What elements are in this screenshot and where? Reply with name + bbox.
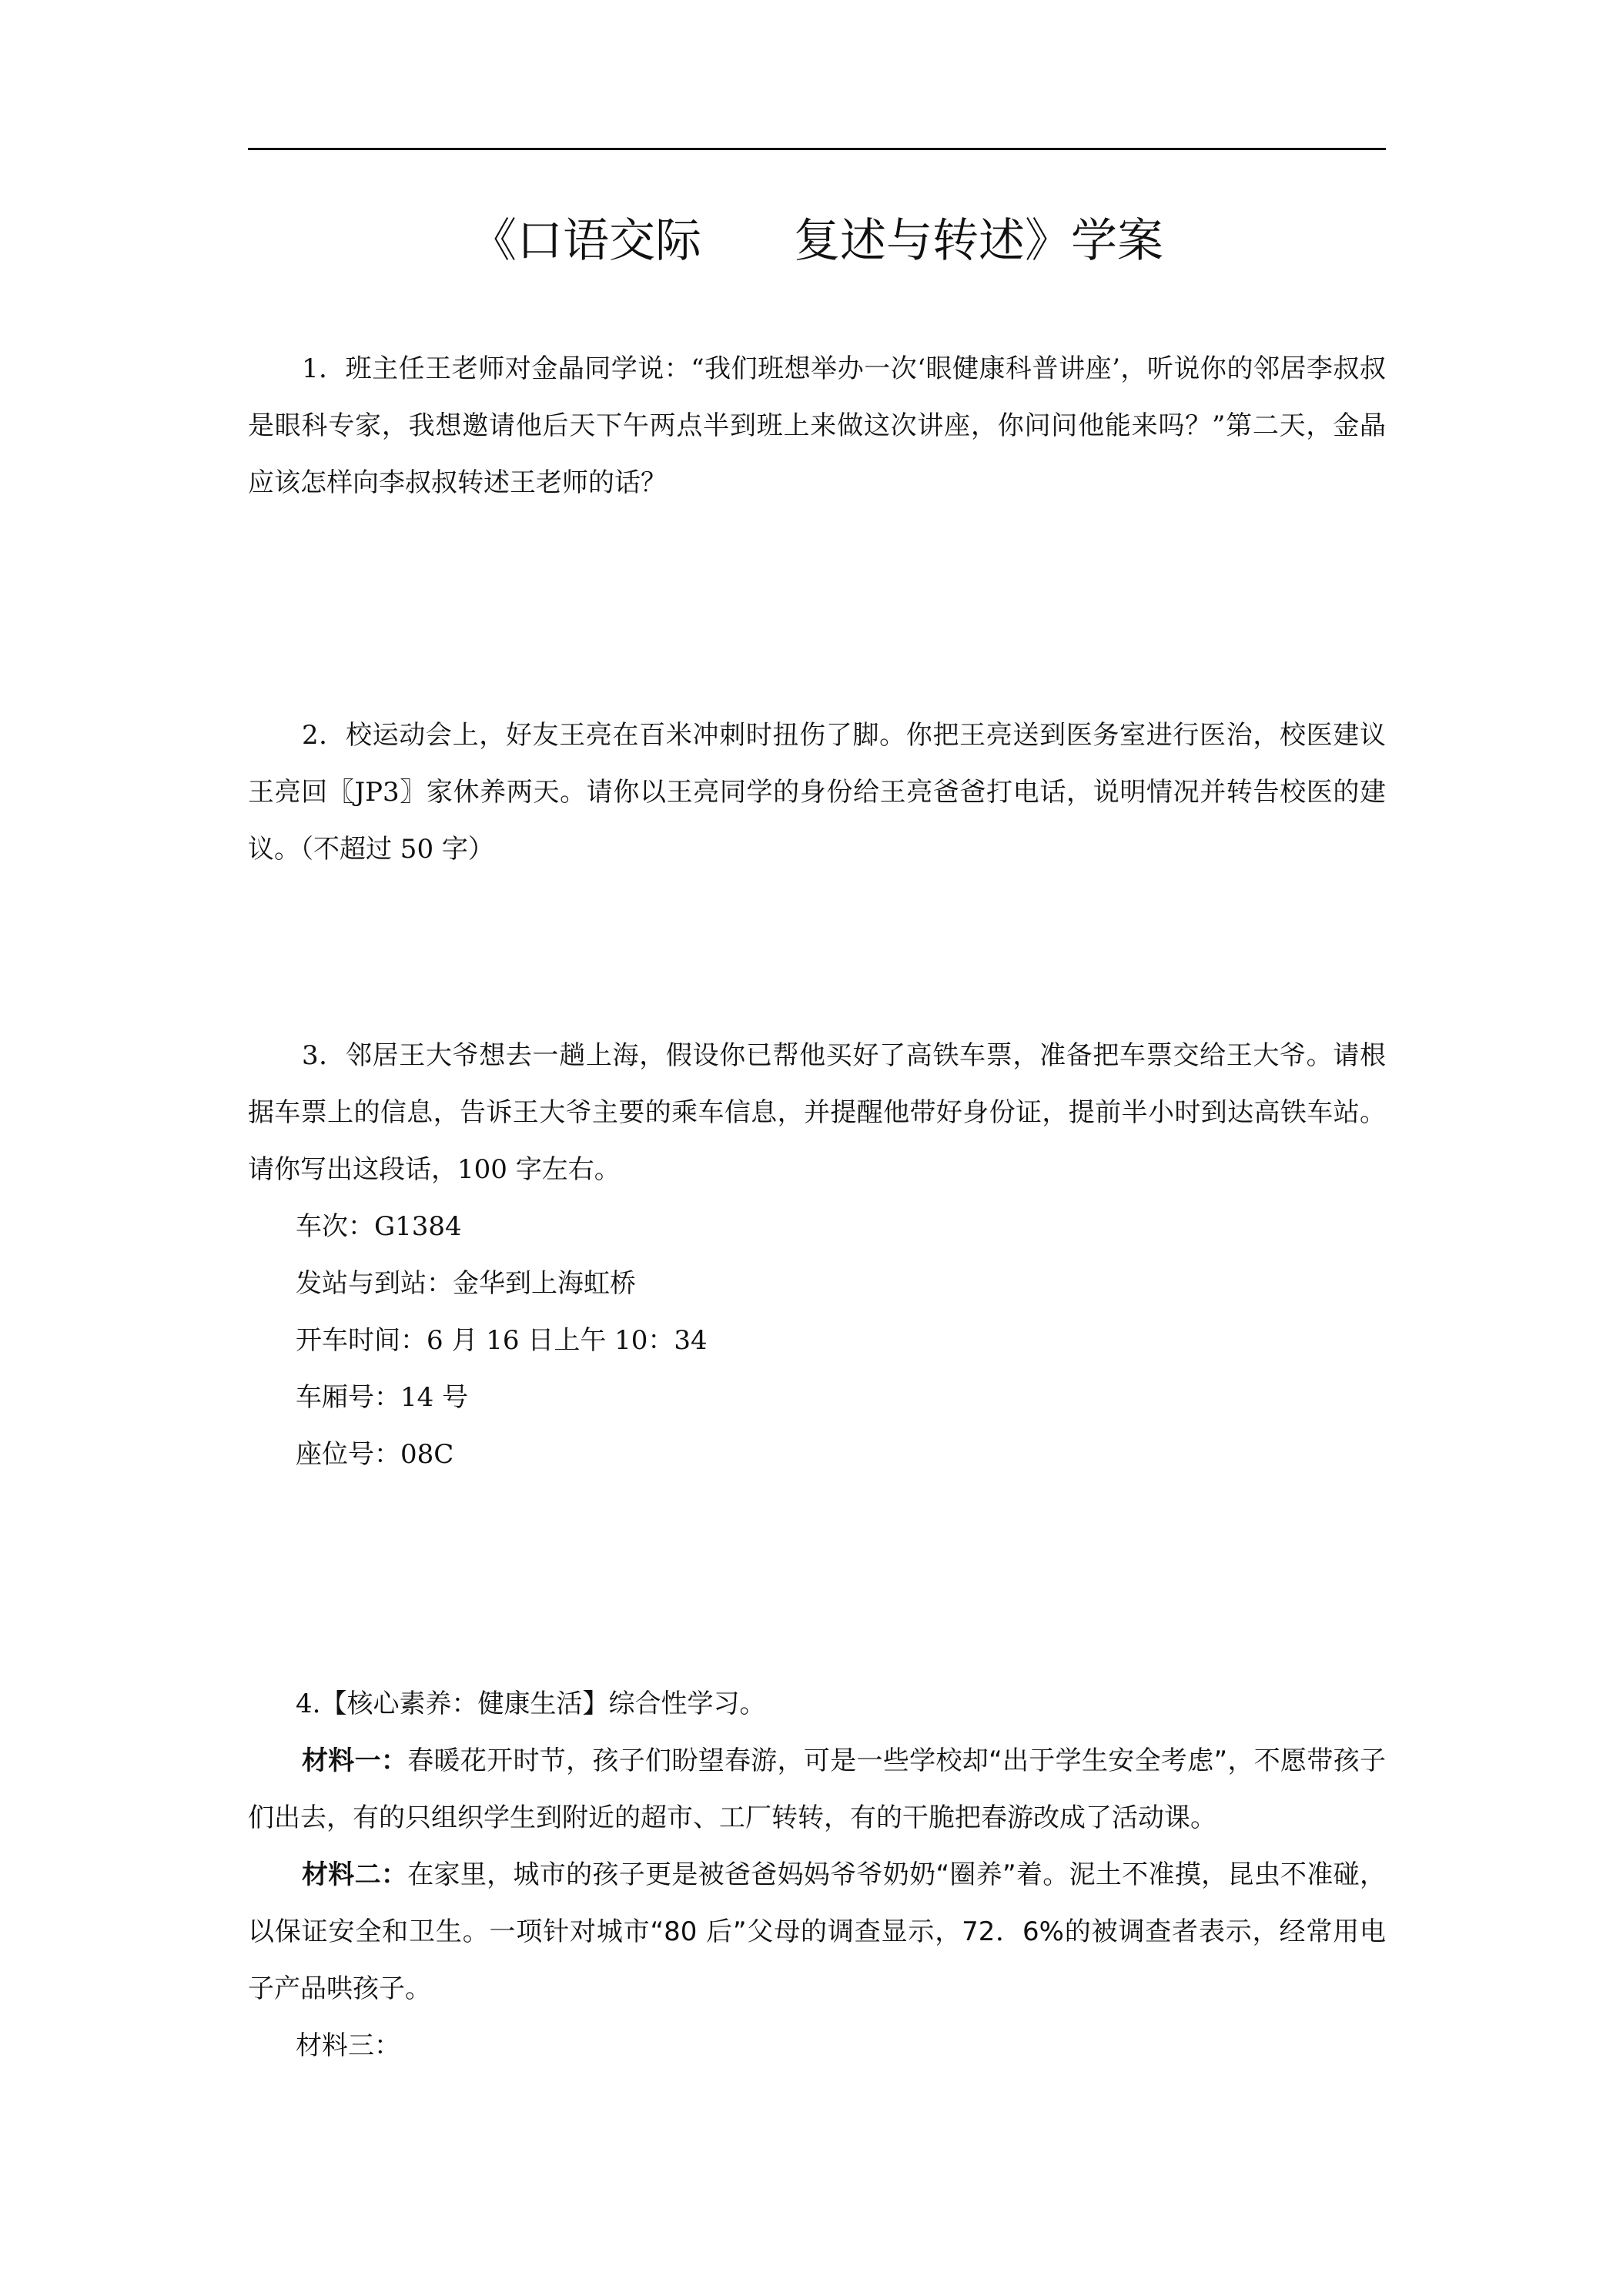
material-2-label: 材料二： xyxy=(302,1859,408,1890)
material-1-label: 材料一： xyxy=(302,1745,408,1776)
ticket-seat: 座位号：08C xyxy=(296,1439,454,1470)
header-rule xyxy=(248,148,1386,150)
material-2-text: 在家里，城市的孩子更是被爸爸妈妈爷爷奶奶“圈养”着。泥土不准摸，昆虫不准碰，以保证安全和卫生。一项针对城市“80 后”父母的调查显示，72．6%的被调查者表示，经常用电子产品哄孩子。 xyxy=(248,1859,1386,2004)
material-3-label: 材料三： xyxy=(296,2030,400,2061)
question-1: 1．班主任王老师对金晶同学说：“我们班想举办一次‘眼健康科普讲座’，听说你的邻居李叔叔是眼科专家，我想邀请他后天下午两点半到班上来做这次讲座，你问问他能来吗？”第二天，金晶应该怎样向李叔叔转述王老师的话？ xyxy=(248,353,1386,498)
page-title: 《口语交际 复述与转述》学案 xyxy=(470,214,1163,268)
material-1 xyxy=(248,1732,1386,1846)
question-4-heading: 4.【核心素养：健康生活】综合性学习。 xyxy=(296,1689,766,1719)
ticket-train: 车次：G1384 xyxy=(296,1211,462,1242)
ticket-carriage: 车厢号：14 号 xyxy=(296,1382,469,1413)
question-3: 3．邻居王大爷想去一趟上海，假设你已帮他买好了高铁车票，准备把车票交给王大爷。请根据车票上的信息，告诉王大爷主要的乘车信息，并提醒他带好身份证，提前半小时到达高铁车站。请你写出这段话，100 字左右。 xyxy=(248,1040,1386,1185)
ticket-stations: 发站与到站：金华到上海虹桥 xyxy=(296,1268,636,1299)
ticket-departure: 开车时间：6 月 16 日上午 10：34 xyxy=(296,1325,708,1356)
material-1-text: 春暖花开时节，孩子们盼望春游，可是一些学校却“出于学生安全考虑”，不愿带孩子们出去，有的只组织学生到附近的超市、工厂转转，有的干脆把春游改成了活动课。 xyxy=(248,1745,1386,1833)
question-2: 2．校运动会上，好友王亮在百米冲刺时扭伤了脚。你把王亮送到医务室进行医治，校医建议王亮回〖JP3〗家休养两天。请你以王亮同学的身份给王亮爸爸打电话，说明情况并转告校医的建议。（不超过 50 字） xyxy=(248,720,1386,865)
material-2 xyxy=(248,1846,1386,2017)
